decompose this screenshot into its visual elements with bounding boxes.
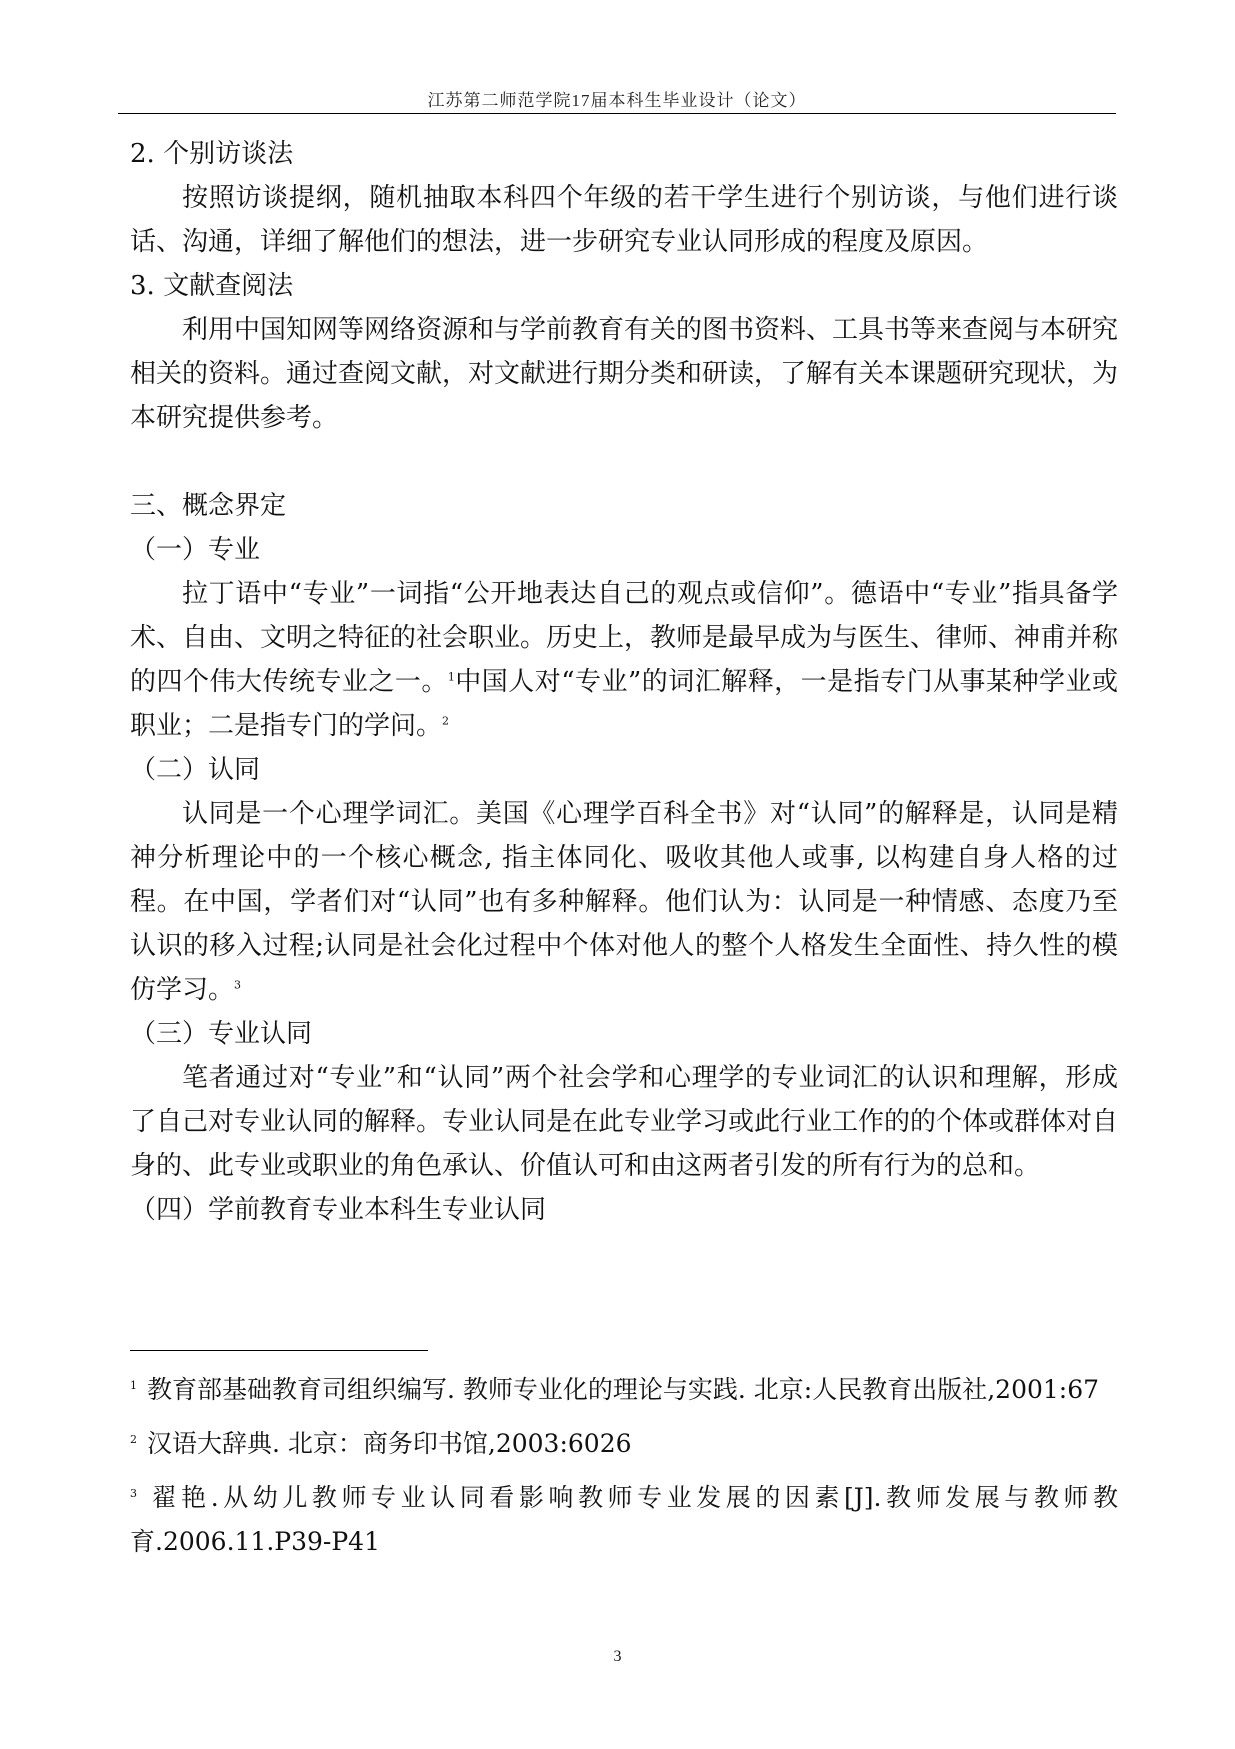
footnote-ref-3: 3 [234, 978, 242, 992]
sub1-body-part-b: 中国人对“专业”的词汇解释，一是指专门从事某种学业或职业；二是指专门的学问。 [130, 667, 1118, 741]
sub1-body-part-a: 拉丁语中“专业”一词指“公开地表达自己的观点或信仰”。德语中“专业”指具备学术、自由、文明之特征的社会职业。历史上，教师是最早成为与医生、律师、神甫并称的四个伟大传统专业之一。 [130, 579, 1119, 697]
sub2-body-text: 认同是一个心理学词汇。美国《心理学百科全书》对“认同”的解释是，认同是精神分析理论中的一个核心概念, 指主体同化、吸收其他人或事, 以构建自身人格的过程。在中国，学者们对“认同”也有多种解释。他们认为：认同是一种情感、态度乃至认识的移入过程;认同是社会化过程中个体对他人的整个人格发生全面性、持久性的模仿学习。 [130, 799, 1118, 1005]
footnote-ref-2: 2 [442, 714, 450, 728]
concepts-heading: 三、概念界定 [130, 491, 287, 521]
footnote-item [130, 1422, 1118, 1466]
sub1-heading: （一）专业 [130, 535, 261, 565]
footnote-ref-1: 1 [447, 670, 455, 684]
sub1-body [130, 572, 1118, 748]
footnotes [130, 1368, 1118, 1574]
sub3-heading: （三）专业认同 [130, 1019, 313, 1049]
document-body [130, 132, 1118, 1232]
method2-body: 按照访谈提纲，随机抽取本科四个年级的若干学生进行个别访谈，与他们进行谈话、沟通，详细了解他们的想法，进一步研究专业认同形成的程度及原因。 [130, 183, 1118, 257]
footnote-number: 2 [130, 1432, 137, 1446]
footnote-text: 翟艳.从幼儿教师专业认同看影响教师专业发展的因素[J].教师发展与教师教育.2006.11.P39-P41 [130, 1483, 1118, 1556]
footnote-item [130, 1476, 1118, 1564]
page-number: 3 [613, 1648, 622, 1665]
footnote-text: 教育部基础教育司组织编写. 教师专业化的理论与实践. 北京:人民教育出版社,2001:67 [147, 1375, 1100, 1404]
sub4-heading: （四）学前教育专业本科生专业认同 [130, 1195, 547, 1225]
footnote-item [130, 1368, 1118, 1412]
method3-body: 利用中国知网等网络资源和与学前教育有关的图书资料、工具书等来查阅与本研究相关的资料。通过查阅文献，对文献进行期分类和研读，了解有关本课题研究现状，为本研究提供参考。 [130, 315, 1119, 433]
sub2-heading: （二）认同 [130, 755, 261, 785]
footnote-text: 汉语大辞典. 北京：商务印书馆,2003:6026 [147, 1429, 632, 1458]
section-spacer [130, 440, 1118, 484]
method3-heading: 3. 文献查阅法 [130, 271, 294, 301]
sub3-body: 笔者通过对“专业”和“认同”两个社会学和心理学的专业词汇的认识和理解，形成了自己对专业认同的解释。专业认同是在此专业学习或此行业工作的的个体或群体对自身的、此专业或职业的角色承认、价值认可和由这两者引发的所有行为的总和。 [130, 1063, 1119, 1181]
page-header: 江苏第二师范学院17届本科生毕业设计（论文） [427, 91, 807, 110]
method2-heading: 2. 个别访谈法 [130, 139, 294, 169]
footnote-number: 3 [130, 1486, 137, 1500]
sub2-body [130, 792, 1118, 1012]
footnote-divider [130, 1350, 428, 1351]
footnote-number: 1 [130, 1378, 137, 1392]
header-divider [118, 113, 1116, 114]
